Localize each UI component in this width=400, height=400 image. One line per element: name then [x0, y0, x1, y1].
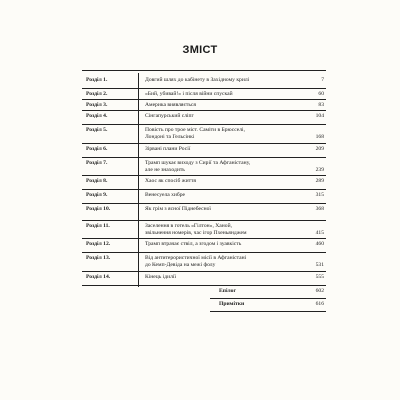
- row-divider: [82, 220, 326, 221]
- chapter-title-line: Трамп втрачає ствіл, а згодом і зуавкість: [145, 241, 242, 247]
- chapter-title-line: звільнення номерів, час ігор Пхеньянджем: [145, 230, 247, 236]
- chapter-title-line: Як грім з ясної Піднебесної: [145, 206, 211, 212]
- row-divider: [82, 88, 326, 89]
- end-matter-label[interactable]: Епілог: [219, 288, 236, 294]
- chapter-label: Розділ 12.: [86, 241, 111, 247]
- chapter-title: [145, 160, 310, 174]
- column-divider: [138, 202, 139, 219]
- chapter-label: Розділ 10.: [86, 206, 111, 212]
- page-number: 415: [315, 230, 324, 236]
- chapter-label: Розділ 7.: [86, 160, 108, 166]
- row-divider: [82, 124, 326, 125]
- chapter-title-line: «Бий, убивай!» і після війни спускай: [145, 91, 233, 97]
- row-divider: [210, 311, 326, 312]
- row-divider: [82, 99, 326, 100]
- row-divider: [210, 298, 326, 299]
- row-divider: [82, 238, 326, 239]
- page-number: 104: [315, 113, 324, 119]
- page-number: 315: [315, 192, 324, 198]
- row-divider: [82, 203, 326, 204]
- page-number: 209: [315, 146, 324, 152]
- page-number: 83: [318, 102, 324, 108]
- chapter-title: [145, 113, 310, 120]
- chapter-title-line: Заселення в готель «Гілтон», Ханой,: [145, 223, 232, 229]
- page-number: 7: [321, 77, 324, 83]
- chapter-label: Розділ 1.: [86, 77, 108, 83]
- chapter-title-line: до Кемп-Девіда на межі фолу: [145, 262, 216, 268]
- page-number: 616: [315, 301, 324, 307]
- chapter-title-line: Кінець ідилії: [145, 274, 176, 280]
- chapter-title-line: Венесуела хибре: [145, 192, 186, 198]
- page-number: 368: [315, 206, 324, 212]
- chapter-title: [145, 127, 310, 141]
- chapter-title-line: Сінгапурський сліпг: [145, 113, 194, 119]
- row-divider: [82, 252, 326, 253]
- chapter-title-line: Зірвані плани Росії: [145, 146, 191, 152]
- row-divider: [82, 175, 326, 176]
- page-number: 531: [315, 262, 324, 268]
- chapter-label: Розділ 4.: [86, 113, 108, 119]
- chapter-title: [145, 274, 310, 281]
- chapter-title: [145, 102, 310, 109]
- toc-heading: ЗМІСТ: [182, 44, 218, 56]
- chapter-label: Розділ 3.: [86, 102, 108, 108]
- chapter-title: [145, 223, 310, 237]
- chapter-title: [145, 206, 310, 213]
- chapter-label: Розділ 14.: [86, 274, 111, 280]
- row-divider: [82, 285, 326, 286]
- chapter-label: Розділ 11.: [86, 223, 110, 229]
- chapter-title: [145, 146, 310, 153]
- chapter-title-line: Повість про трое міст. Саміти в Брюсселі,: [145, 127, 245, 133]
- toc-table: [82, 70, 326, 307]
- chapter-title-line: Довгий шлях до кабінету в Західному крилі: [145, 77, 250, 83]
- chapter-label: Розділ 6.: [86, 146, 108, 152]
- row-divider: [82, 143, 326, 144]
- chapter-title-line: Хаос як спосіб життя: [145, 178, 196, 184]
- page-number: 460: [315, 241, 324, 247]
- row-divider: [82, 271, 326, 272]
- chapter-title: [145, 178, 310, 185]
- chapter-label: Розділ 9.: [86, 192, 108, 198]
- page-number: 555: [315, 274, 324, 280]
- chapter-title-line: Від антитерористичної місії в Афганістані: [145, 255, 247, 261]
- row-divider: [82, 157, 326, 158]
- chapter-title: [145, 192, 310, 199]
- chapter-label: Розділ 13.: [86, 255, 111, 261]
- chapter-title-line: Лондоні та Гельсінкі: [145, 134, 195, 140]
- chapter-label: Розділ 2.: [86, 91, 108, 97]
- page-number: 602: [315, 288, 324, 294]
- chapter-title-line: Америка виявляється: [145, 102, 196, 108]
- chapter-label: Розділ 8.: [86, 178, 108, 184]
- page-number: 168: [315, 134, 324, 140]
- chapter-title: [145, 241, 310, 248]
- page-number: 289: [315, 178, 324, 184]
- row-divider: [82, 189, 326, 190]
- chapter-title-line: Трамп шукає виходу з Сирії та Афганістану,: [145, 160, 251, 166]
- page-number: 60: [318, 91, 324, 97]
- chapter-title: [145, 255, 310, 269]
- row-divider: [82, 110, 326, 111]
- chapter-title: [145, 91, 310, 98]
- chapter-title: [145, 77, 310, 84]
- chapter-title-line: але не знаходить: [145, 167, 185, 173]
- chapter-label: Розділ 5.: [86, 127, 108, 133]
- page-number: 239: [315, 167, 324, 173]
- end-matter-label[interactable]: Примітки: [219, 301, 245, 307]
